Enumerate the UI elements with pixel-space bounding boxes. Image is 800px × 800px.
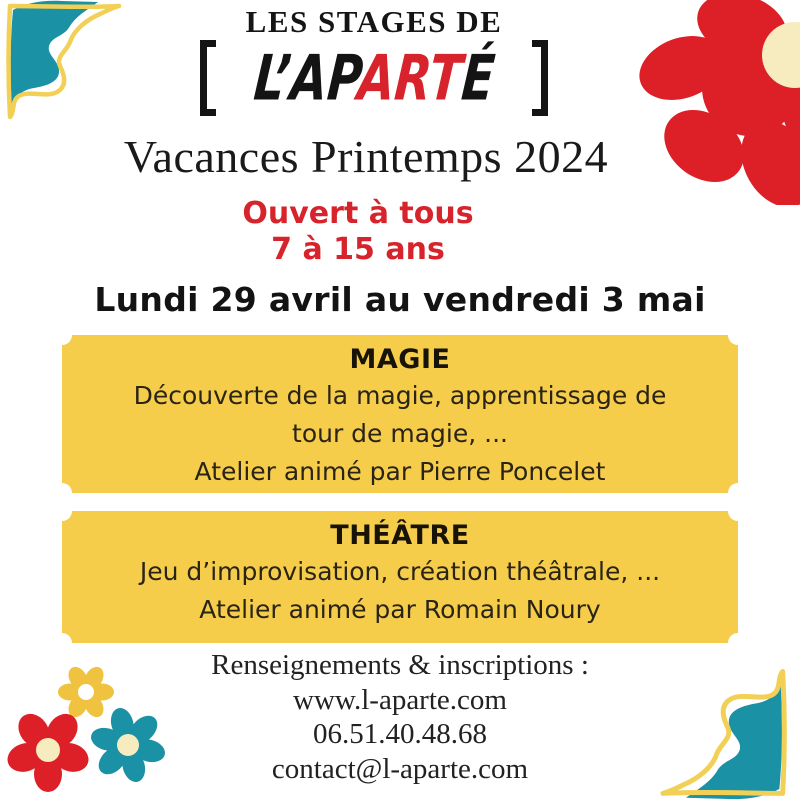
logo-text-start: L’AP xyxy=(251,41,361,115)
audience-info xyxy=(0,196,716,268)
logo-right-bracket xyxy=(532,40,548,116)
aparte-logo xyxy=(0,38,748,118)
audience-line-open: Ouvert à tous xyxy=(242,196,474,231)
ticket-notch xyxy=(728,501,748,521)
ticket-notch xyxy=(52,483,72,503)
contact-phone: 06.51.40.48.68 xyxy=(313,718,487,750)
audience-line-ages: 7 à 15 ans xyxy=(271,232,445,267)
workshop-facilitator: Atelier animé par Romain Noury xyxy=(199,595,601,624)
workshop-description: Jeu d’improvisation, création théâtrale, ... xyxy=(139,557,661,586)
logo-text-accent: ART xyxy=(354,41,465,115)
date-range: Lundi 29 avril au vendredi 3 mai xyxy=(94,280,706,319)
poster-kicker: LES STAGES DE xyxy=(245,4,503,39)
ticket-notch xyxy=(728,325,748,345)
workshop-title: THÉÂTRE xyxy=(330,520,470,551)
logo-left-bracket xyxy=(200,40,216,116)
workshop-title: MAGIE xyxy=(349,344,451,375)
workshop-description: Découverte de la magie, apprentissage de xyxy=(133,381,667,410)
contact-email: contact@l-aparte.com xyxy=(271,752,529,785)
season-title: Vacances Printemps 2024 xyxy=(123,131,609,182)
workshop-card-magie xyxy=(62,335,738,493)
ticket-notch xyxy=(52,325,72,345)
contact-block xyxy=(0,648,800,786)
ticket-notch xyxy=(52,501,72,521)
ticket-notch xyxy=(728,483,748,503)
workshop-card-theatre xyxy=(62,511,738,643)
workshop-description: tour de magie, ... xyxy=(292,419,508,448)
logo-text-end: É xyxy=(458,41,497,115)
workshop-facilitator: Atelier animé par Pierre Poncelet xyxy=(194,457,606,486)
contact-website: www.l-aparte.com xyxy=(293,683,507,716)
contact-heading: Renseignements & inscriptions : xyxy=(211,649,589,681)
logo-wordmark xyxy=(251,37,498,119)
